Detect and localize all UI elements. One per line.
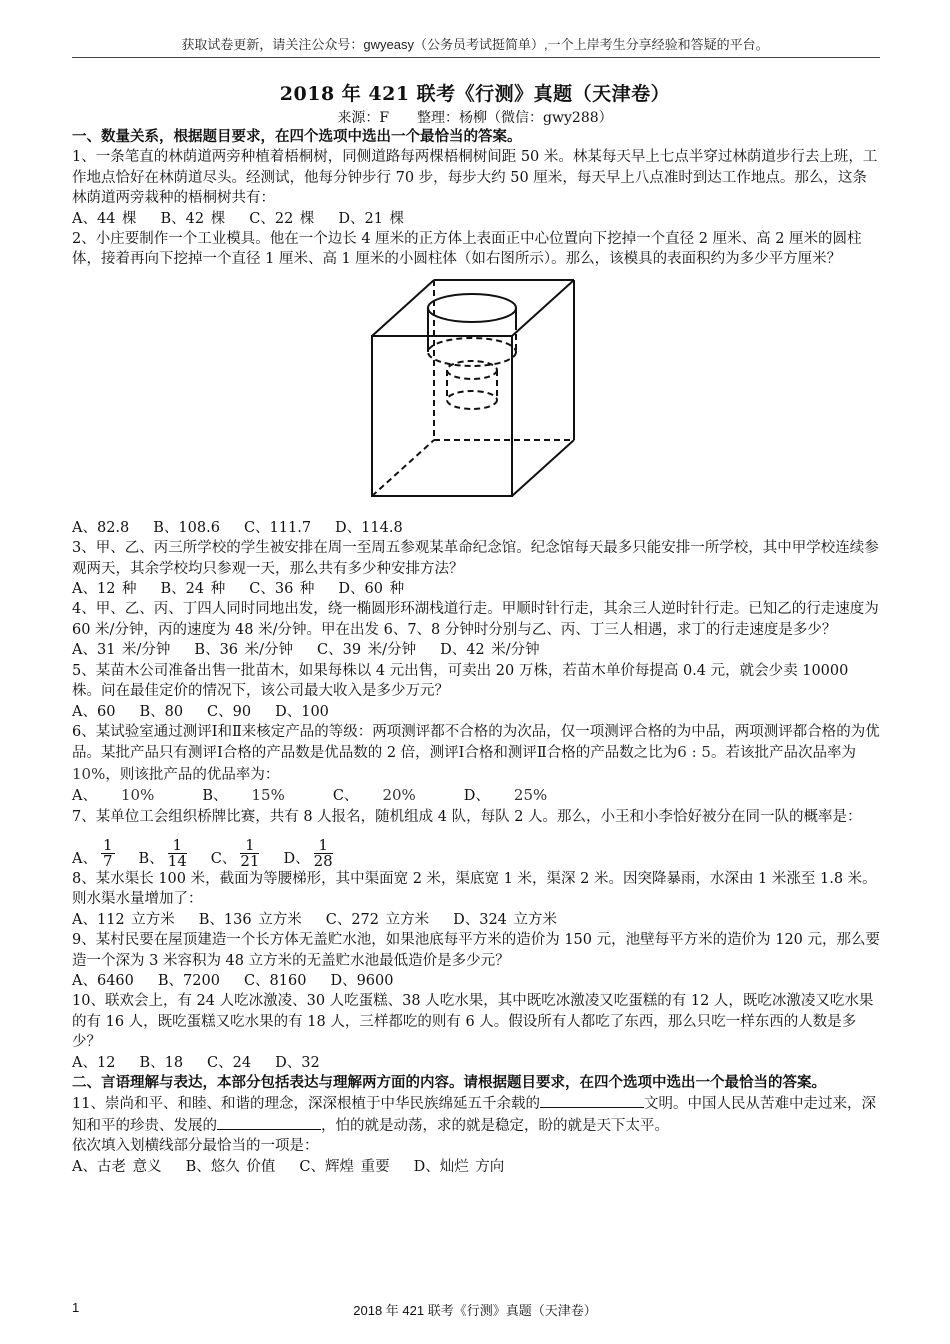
- question-2-text: 2、小庄要制作一个工业模具。他在一个边长 4 厘米的正方体上表面正中心位置向下挖掉一个直径 2 厘米、高 2 厘米的圆柱体，接着再向下挖掉一个直径 1 厘米、高 1 厘米的小圆柱体（如右图所示）。那么，该模具的表面积约为多少平方厘米？: [72, 231, 862, 268]
- option-d: D、100: [275, 703, 329, 720]
- denominator: 21: [240, 851, 260, 870]
- question-6-text-c: ，则该批产品的优品率为：: [105, 766, 280, 783]
- option-b: B、108.6: [153, 519, 220, 536]
- option-a: [72, 785, 178, 806]
- cube-with-cylinders-diagram: [362, 276, 592, 516]
- fill-blank-2: [217, 1115, 321, 1130]
- option-c: C、272 立方米: [325, 911, 430, 928]
- question-4-text: 4、甲、乙、丙、丁四人同时同地出发，绕一椭圆形环湖栈道行走。甲顺时针行走，其余三人逆时针行走。已知乙的行走速度为 60 米/分钟，丙的速度为 48 米/分钟。甲在出发 6、7、8 分钟时分别与乙、丙、丁三人相遇，求丁的行走速度是多少？: [72, 601, 879, 638]
- section-title-quantitative: 一、数量关系，根据题目要求，在四个选项中选出一个最恰当的答案。: [72, 128, 522, 145]
- option-label: C、: [332, 788, 359, 805]
- numerator: 1: [102, 835, 113, 854]
- footer-title: 2018 年 421 联考《行测》真题（天津卷）: [353, 1303, 597, 1318]
- option-d: D、21 棵: [338, 210, 405, 227]
- header-divider: [72, 57, 880, 58]
- option-c: C、36 种: [249, 581, 315, 598]
- option-a: [72, 835, 119, 870]
- option-b: B、18: [139, 1054, 184, 1071]
- option-d: D、42 米/分钟: [440, 642, 540, 659]
- document-subtitle: 来源：F 整理：杨柳（微信：gwy288）: [337, 110, 613, 126]
- document-body: [72, 127, 880, 1177]
- fill-blank-1: [540, 1093, 644, 1108]
- option-value: 20%: [382, 786, 416, 805]
- option-a: A、古老 意义: [72, 1158, 162, 1175]
- option-c: C、辉煌 重要: [299, 1158, 390, 1175]
- question-1-text: 1、一条笔直的林荫道两旁种植着梧桐树，同侧道路每两棵梧桐树间距 50 米。林某每天早上七点半穿过林荫道步行去上班，工作地点恰好在林荫道尽头。经测试，他每分钟步行 70 步，每步大约 50 厘米，每天早上八点准时到达工作地点。那么，这条林荫道两旁栽种的梧桐树共有：: [72, 149, 878, 207]
- fraction: [167, 835, 187, 870]
- header-notice: 获取试卷更新，请关注公众号：gwyeasy（公务员考试挺简单）,一个上岸考生分享经验和答疑的平台。: [181, 37, 769, 52]
- question-7-options: [72, 827, 880, 869]
- question-8-options: [72, 910, 880, 930]
- ratio-value: 6 : 5: [677, 743, 711, 762]
- option-d: D、114.8: [335, 519, 403, 536]
- option-value: 15%: [251, 786, 285, 805]
- option-d: [464, 785, 571, 806]
- numerator: 1: [240, 838, 259, 854]
- question-6-text-b: 。若该批产品次品率为: [710, 745, 856, 762]
- option-b: [202, 785, 309, 806]
- option-a: A、6460: [72, 972, 134, 989]
- numerator: 1: [314, 838, 333, 854]
- option-label: B、: [202, 788, 228, 805]
- option-d: D、32: [275, 1054, 320, 1071]
- option-a: A、112 立方米: [72, 911, 175, 928]
- option-d: D、60 种: [338, 581, 405, 598]
- option-c: C、111.7: [243, 519, 312, 536]
- option-label: B、: [138, 850, 164, 867]
- question-7-text: 7、某单位工会组织桥牌比赛，共有 8 人报名，随机组成 4 队，每队 2 人。那么，小王和小李恰好被分在同一队的概率是：: [72, 808, 862, 825]
- option-a: A、44 棵: [72, 210, 137, 227]
- option-d: [283, 835, 336, 870]
- question-10-text: 10、联欢会上，有 24 人吃冰激凌、30 人吃蛋糕、38 人吃水果，其中既吃冰激凌又吃蛋糕的有 12 人，既吃冰激凌又吃水果的有 16 人，既吃蛋糕又吃水果的有 18 人，三样都吃的则有 6 人。假设所有人都吃了东西，那么只吃一样东西的人数是多少？: [72, 993, 874, 1051]
- question-10-options: [72, 1053, 880, 1073]
- question-11-text-b: 文明。中国人民从苦难中走过来，深知和平的珍贵、发展的: [72, 1096, 876, 1134]
- option-b: B、42 棵: [160, 210, 226, 227]
- option-d: D、9600: [330, 972, 394, 989]
- question-9-options: [72, 971, 880, 991]
- fraction: [101, 835, 115, 870]
- option-label: C、: [210, 850, 237, 867]
- option-a: A、12: [72, 1054, 116, 1071]
- question-11-options: [72, 1157, 880, 1177]
- question-8-text: 8、某水渠长 100 米，截面为等腰梯形，其中渠面宽 2 米，渠底宽 1 米，渠深 2 米。因突降暴雨，水深由 1 米涨至 1.8 米。则水渠水量增加了：: [72, 870, 877, 908]
- question-3-options: [72, 579, 880, 599]
- document-title: 2018 年 421 联考《行测》真题（天津卷）: [279, 83, 671, 105]
- denominator: 7: [102, 851, 113, 870]
- question-11-prompt: 依次填入划横线部分最恰当的一项是：: [72, 1138, 319, 1155]
- question-6-text-a: 6、某试验室通过测评Ⅰ和Ⅱ来核定产品的等级：两项测评都不合格的为次品，仅一项测评合格的为中品，两项测评都合格的为优品。某批产品只有测评Ⅰ合格的产品数是优品数的 2 倍，测评Ⅰ合格和测评Ⅱ合格的产品数之比为: [72, 723, 880, 762]
- option-c: C、24: [207, 1054, 252, 1071]
- defect-rate-value: 10%: [72, 764, 106, 783]
- option-c: C、39 米/分钟: [317, 642, 417, 659]
- option-c: C、22 棵: [249, 210, 315, 227]
- option-value: 25%: [513, 786, 548, 805]
- option-c: C、8160: [243, 972, 307, 989]
- option-label: A、: [72, 850, 97, 867]
- option-b: B、7200: [157, 972, 220, 989]
- option-value: 10%: [120, 786, 155, 805]
- option-label: A、: [72, 788, 97, 805]
- question-6-options: [72, 785, 880, 806]
- option-c: C、90: [207, 703, 252, 720]
- mold-figure: [72, 270, 880, 518]
- question-5-text: 5、某苗木公司准备出售一批苗木，如果每株以 4 元出售，可卖出 20 万株，若苗木单价每提高 0.4 元，就会少卖 10000 株。问在最佳定价的情况下，该公司最大收入是多少万元？: [72, 662, 849, 700]
- option-label: D、: [463, 788, 490, 805]
- question-1-options: [72, 209, 880, 229]
- option-a: A、12 种: [72, 581, 137, 598]
- option-label: D、: [283, 850, 310, 867]
- question-11-text-a: 11、崇尚和平、和睦、和谐的理念，深深根植于中华民族绵延五千余载的: [72, 1096, 540, 1113]
- question-11-text-c: ，怕的就是动荡，求的就是稳定，盼的就是天下太平。: [321, 1117, 669, 1134]
- denominator: 28: [313, 851, 333, 870]
- denominator: 14: [167, 851, 187, 870]
- question-3-text: 3、甲、乙、丙三所学校的学生被安排在周一至周五参观某革命纪念馆。纪念馆每天最多只能安排一所学校，其中甲学校连续参观两天，其余学校均只参观一天，那么共有多少种安排方法？: [72, 540, 879, 577]
- section-title-verbal: 二、言语理解与表达，本部分包括表达与理解两方面的内容。请根据题目要求，在四个选项中选出一个最恰当的答案。: [72, 1074, 826, 1091]
- option-a: A、82.8: [72, 519, 130, 536]
- option-b: B、悠久 价值: [185, 1158, 276, 1175]
- option-b: [138, 835, 191, 870]
- option-b: B、80: [139, 703, 184, 720]
- fraction: [313, 835, 333, 870]
- option-c: [210, 835, 264, 870]
- page-number: 1: [72, 1300, 80, 1315]
- option-a: A、60: [72, 703, 116, 720]
- fraction: [240, 835, 260, 870]
- option-d: D、灿烂 方向: [413, 1158, 505, 1175]
- numerator: 1: [168, 838, 187, 854]
- option-b: B、24 种: [160, 581, 226, 598]
- option-c: [333, 785, 440, 806]
- question-9-text: 9、某村民要在屋顶建造一个长方体无盖贮水池，如果池底每平方米的造价为 150 元，池壁每平方米的造价为 120 元，那么要造一个深为 3 米容积为 48 立方米的无盖贮水池最低造价是多少元？: [72, 932, 881, 969]
- question-5-options: [72, 702, 880, 722]
- question-11-text: [72, 1093, 880, 1136]
- option-b: B、136 立方米: [198, 911, 302, 928]
- question-4-options: [72, 640, 880, 660]
- option-d: D、324 立方米: [453, 911, 558, 928]
- question-6-text: [72, 722, 880, 785]
- option-b: B、36 米/分钟: [194, 642, 294, 659]
- question-2-options: [72, 518, 880, 538]
- option-a: A、31 米/分钟: [72, 642, 171, 659]
